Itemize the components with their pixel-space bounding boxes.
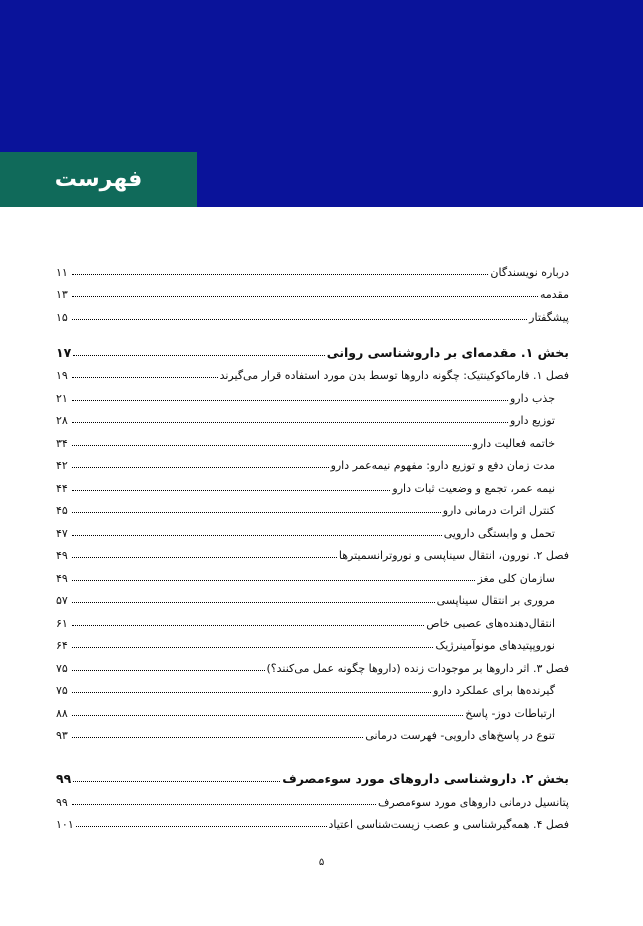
- toc-label: توزیع دارو: [509, 414, 555, 427]
- dot-leader: [72, 377, 218, 378]
- toc-row[interactable]: [56, 301, 569, 324]
- dot-leader: [72, 296, 538, 297]
- toc-page: ۲۸: [56, 414, 68, 427]
- toc-section-row[interactable]: [56, 630, 569, 653]
- toc-page: ۹۳: [56, 729, 68, 742]
- toc-page: ۵۷: [56, 594, 68, 607]
- dot-leader: [73, 355, 324, 356]
- dot-leader: [72, 512, 441, 513]
- toc-section-row[interactable]: [56, 427, 569, 450]
- dot-leader: [72, 670, 265, 671]
- toc-page: ۷۵: [56, 684, 68, 697]
- toc-section-row[interactable]: [56, 472, 569, 495]
- page-number: ۵: [318, 857, 325, 868]
- dot-leader: [73, 781, 280, 782]
- toc-label: تحمل و وابستگی دارویی: [443, 526, 555, 540]
- toc-label: مقدمه: [539, 288, 569, 301]
- toc-section-row[interactable]: [56, 517, 569, 540]
- toc-label: نوروپپتیدهای مونوآمینرژیک: [435, 639, 555, 652]
- toc-label: نیمه عمر، تجمع و وضعیت ثبات دارو: [392, 481, 555, 495]
- toc-page: ۷۵: [56, 661, 68, 675]
- dot-leader: [72, 422, 508, 423]
- toc-chapter-row[interactable]: [56, 652, 569, 675]
- toc-label: جذب دارو: [509, 391, 555, 405]
- toc-page: ۳۴: [56, 436, 68, 450]
- dot-leader: [72, 692, 431, 693]
- toc-label: فصل ۳. اثر داروها بر موجودات زنده (داروها چگونه عمل می‌کنند؟): [266, 661, 569, 675]
- toc-label: گیرنده‌ها برای عملکرد دارو: [433, 684, 555, 697]
- toc-label: فصل ۱. فارماکوکینتیک: چگونه داروها توسط بدن مورد استفاده قرار می‌گیرند: [219, 369, 569, 382]
- dot-leader: [72, 319, 527, 320]
- toc-page: ۹۹: [56, 771, 72, 786]
- toc-section-row[interactable]: [56, 585, 569, 608]
- toc-label: تنوع در پاسخ‌های دارویی- فهرست درمانی: [365, 729, 555, 742]
- toc-section-row[interactable]: [56, 675, 569, 698]
- dot-leader: [72, 647, 433, 648]
- dot-leader: [72, 467, 329, 468]
- toc-label: پیشگفتار: [529, 310, 569, 324]
- toc-section-row[interactable]: [56, 697, 569, 720]
- toc-section-row[interactable]: [56, 405, 569, 428]
- table-of-contents: [56, 256, 569, 831]
- toc-label: ارتباطات دوز- پاسخ: [465, 706, 555, 720]
- toc-chapter-row[interactable]: [56, 786, 569, 809]
- toc-label: بخش ۱. مقدمه‌ای بر داروشناسی روانی: [326, 344, 569, 360]
- part-1: [56, 336, 569, 743]
- toc-page: ۱۱: [56, 265, 68, 279]
- toc-label: سازمان کلی مغز: [477, 571, 555, 585]
- toc-section-row[interactable]: [56, 720, 569, 743]
- toc-label: خاتمه فعالیت دارو: [472, 436, 555, 450]
- toc-page: ۶۴: [56, 639, 68, 652]
- part-2: [56, 762, 569, 831]
- dot-leader: [72, 445, 471, 446]
- part-heading[interactable]: [56, 762, 569, 786]
- toc-page: ۴۷: [56, 526, 68, 540]
- toc-page: ۴۹: [56, 549, 68, 562]
- part-heading[interactable]: [56, 336, 569, 360]
- toc-page: ۴۲: [56, 459, 68, 472]
- dot-leader: [72, 625, 424, 626]
- toc-page: ۴۹: [56, 571, 68, 585]
- toc-label: فصل ۲. نورون، انتقال سیناپسی و نوروترانسمیترها: [338, 549, 569, 562]
- toc-label: مروری بر انتقال سیناپسی: [436, 594, 555, 607]
- toc-label: انتقال‌دهنده‌های عصبی خاص: [426, 616, 555, 630]
- toc-chapter-row[interactable]: [56, 360, 569, 383]
- toc-row[interactable]: [56, 279, 569, 302]
- toc-label: مدت زمان دفع و توزیع دارو: مفهوم نیمه‌عمر دارو: [330, 459, 555, 472]
- part-2-entries: [56, 786, 569, 831]
- toc-page: ۸۸: [56, 706, 68, 720]
- toc-page: ۱۵: [56, 310, 68, 324]
- dot-leader: [72, 737, 363, 738]
- dot-leader: [72, 602, 435, 603]
- toc-section-row[interactable]: [56, 450, 569, 473]
- toc-page: ۱۷: [56, 344, 72, 360]
- toc-page: ۱۳: [56, 288, 68, 301]
- toc-page: ۲۱: [56, 391, 68, 405]
- toc-page: ۹۹: [56, 795, 68, 809]
- toc-page: ۶۱: [56, 616, 68, 630]
- page-title: فهرست: [54, 167, 143, 192]
- toc-page: ۴۴: [56, 481, 68, 495]
- front-matter: [56, 256, 569, 324]
- toc-label: بخش ۲. داروشناسی داروهای مورد سوءمصرف: [282, 771, 569, 786]
- toc-section-row[interactable]: [56, 607, 569, 630]
- toc-chapter-row[interactable]: [56, 540, 569, 563]
- dot-leader: [72, 490, 390, 491]
- part-1-entries: [56, 360, 569, 743]
- dot-leader: [72, 400, 508, 401]
- title-box: [0, 152, 197, 207]
- toc-section-row[interactable]: [56, 382, 569, 405]
- dot-leader: [76, 826, 327, 827]
- toc-label: پتانسیل درمانی داروهای مورد سوءمصرف: [377, 795, 569, 809]
- dot-leader: [72, 804, 376, 805]
- toc-row[interactable]: [56, 256, 569, 279]
- dot-leader: [72, 535, 442, 536]
- dot-leader: [72, 274, 488, 275]
- toc-label: درباره نویسندگان: [490, 265, 569, 279]
- toc-page: ۴۵: [56, 504, 68, 517]
- toc-section-row[interactable]: [56, 562, 569, 585]
- toc-section-row[interactable]: [56, 495, 569, 518]
- dot-leader: [72, 580, 475, 581]
- toc-page: ۱۰۱: [56, 818, 74, 831]
- dot-leader: [72, 715, 463, 716]
- toc-label: کنترل اثرات درمانی دارو: [442, 504, 555, 517]
- toc-page: ۱۹: [56, 369, 68, 382]
- toc-chapter-row[interactable]: [56, 809, 569, 832]
- toc-label: فصل ۴. همه‌گیرشناسی و عصب زیست‌شناسی اعتیاد: [328, 818, 569, 831]
- dot-leader: [72, 557, 337, 558]
